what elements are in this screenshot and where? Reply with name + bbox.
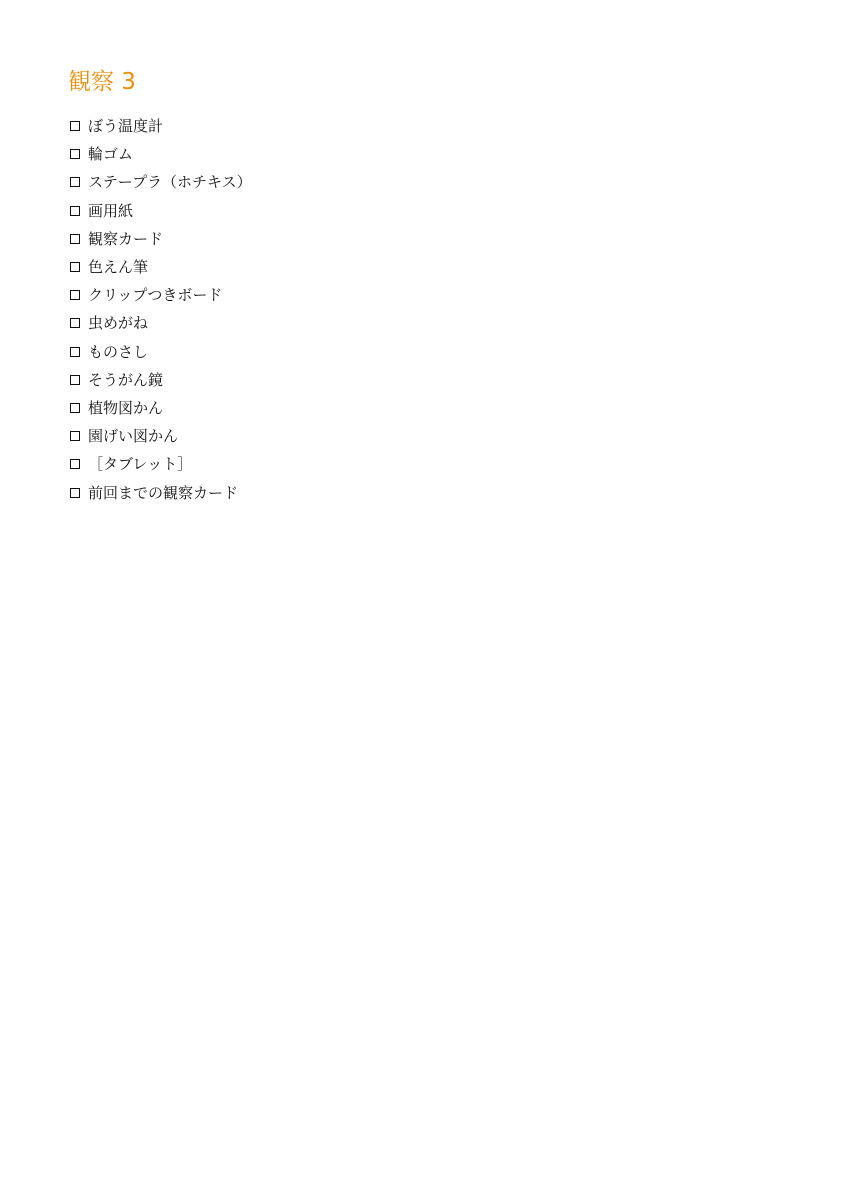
item-label: ぼう温度計 xyxy=(88,117,164,136)
checkbox-icon[interactable] xyxy=(70,234,80,244)
item-label: 前回までの観察カード xyxy=(88,483,239,502)
list-item xyxy=(70,281,252,309)
checkbox-icon[interactable] xyxy=(70,318,80,328)
item-label: 画用紙 xyxy=(88,201,134,220)
list-item xyxy=(70,450,252,478)
list-item xyxy=(70,253,252,281)
item-label: 植物図かん xyxy=(88,398,164,417)
list-item xyxy=(70,478,252,506)
checkbox-icon[interactable] xyxy=(70,262,80,272)
list-item xyxy=(70,225,252,253)
item-label: 園げい図かん xyxy=(88,427,179,446)
checkbox-icon[interactable] xyxy=(70,459,80,469)
checkbox-icon[interactable] xyxy=(70,488,80,498)
checkbox-icon[interactable] xyxy=(70,375,80,385)
checkbox-icon[interactable] xyxy=(70,206,80,216)
checkbox-icon[interactable] xyxy=(70,177,80,187)
item-label: そうがん鏡 xyxy=(88,370,164,389)
item-label: 観察カード xyxy=(88,229,164,248)
list-item xyxy=(70,140,252,168)
page-title: 観察 3 xyxy=(68,69,136,95)
list-item xyxy=(70,394,252,422)
checkbox-icon[interactable] xyxy=(70,290,80,300)
item-label: クリップつきボード xyxy=(88,286,223,305)
list-item xyxy=(70,422,252,450)
item-label: 色えん筆 xyxy=(88,258,149,277)
supply-checklist xyxy=(70,112,252,507)
checkbox-icon[interactable] xyxy=(70,121,80,131)
checkbox-icon[interactable] xyxy=(70,431,80,441)
checkbox-icon[interactable] xyxy=(70,403,80,413)
checkbox-icon[interactable] xyxy=(70,149,80,159)
list-item xyxy=(70,112,252,140)
item-label: ステープラ（ホチキス） xyxy=(88,173,252,192)
list-item xyxy=(70,309,252,337)
checkbox-icon[interactable] xyxy=(70,347,80,357)
list-item xyxy=(70,366,252,394)
item-label: 虫めがね xyxy=(88,314,149,333)
list-item xyxy=(70,338,252,366)
item-label: ものさし xyxy=(88,342,149,361)
item-label: 輪ゴム xyxy=(88,145,134,164)
list-item xyxy=(70,168,252,196)
item-label: ［タブレット］ xyxy=(88,455,193,474)
list-item xyxy=(70,197,252,225)
